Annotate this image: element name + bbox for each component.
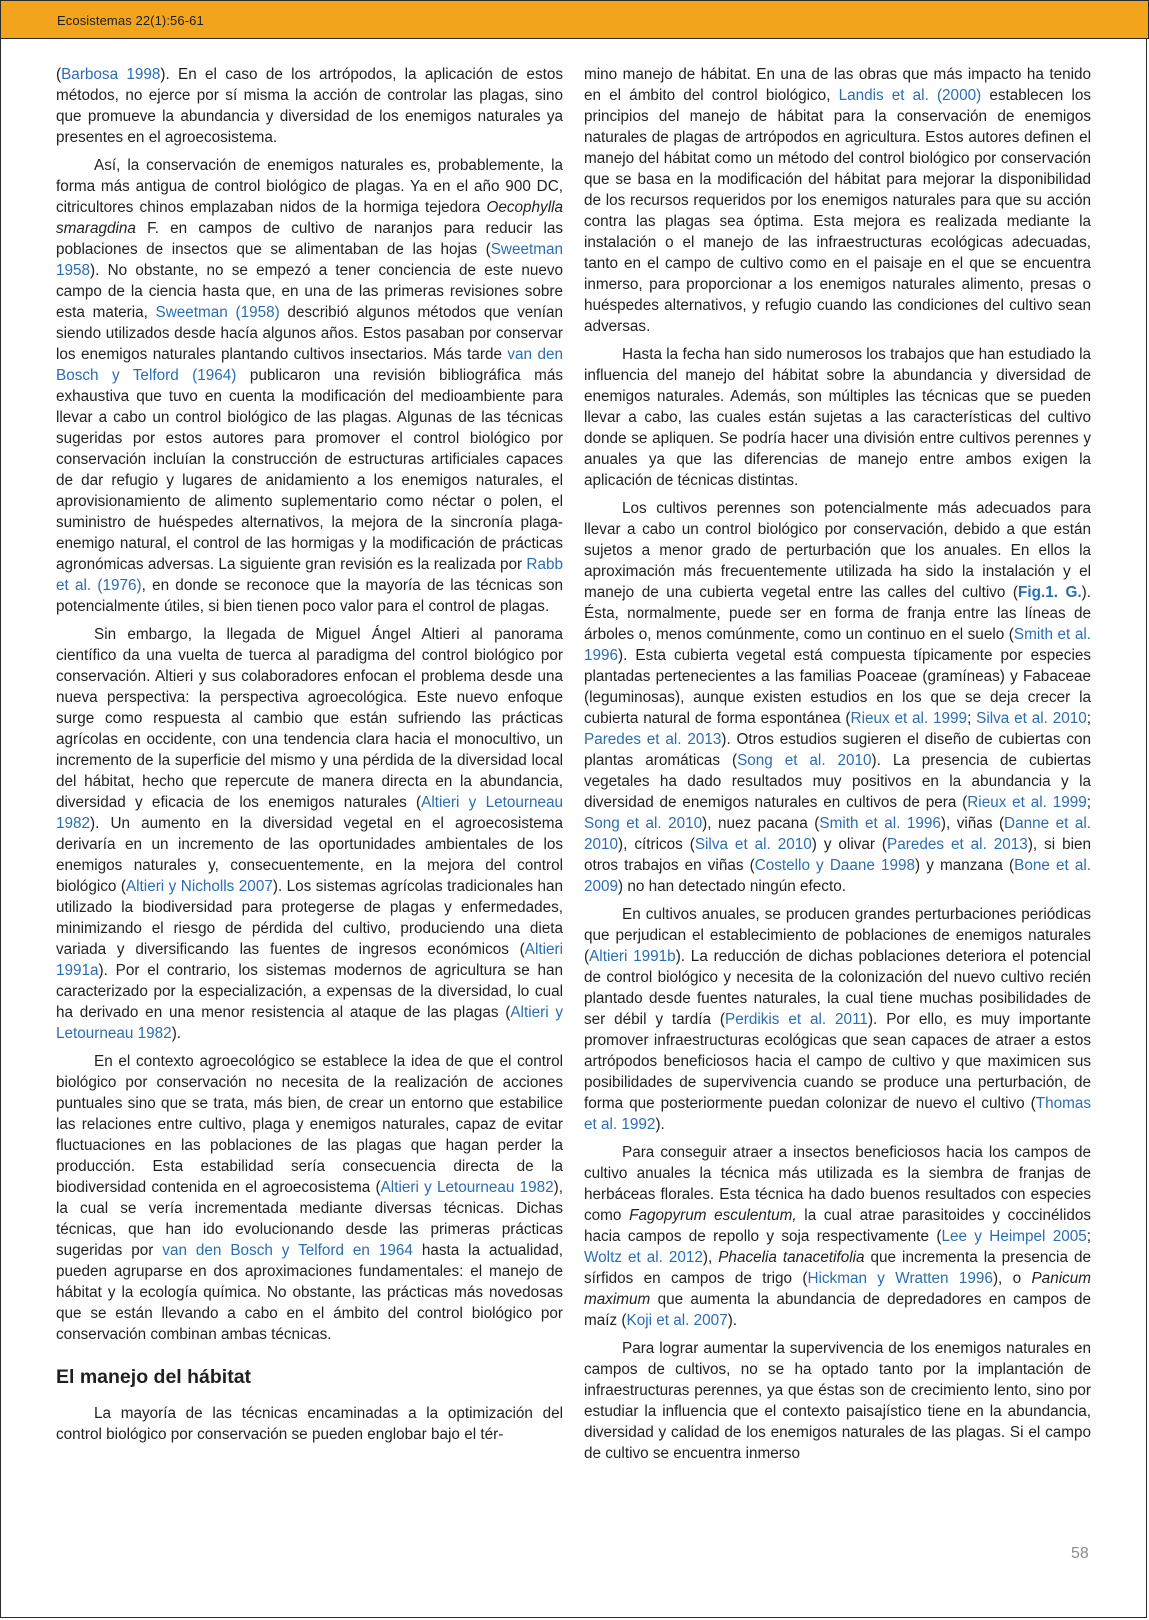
citation-link[interactable]: Costello y Daane 1998 <box>754 857 916 874</box>
paragraph: En el contexto agroecológico se establece la idea de que el control biológico por conservación no necesita de la realización de acciones puntuales sino que se trata, más bien, de crear un entorno que estabilice las relaciones entre cultivo, plaga y enemigos naturales, capaz de evitar fluctuaciones en las poblaciones de las plagas que hagan perder la producción. Esta estabilidad sería consecuencia directa de la biodiversidad contenida en el agroecosistema (Altieri y Letourneau 1982), la cual se vería incrementada mediante diversas técnicas. Dichas técnicas, que han ido evolucionando desde las primeras prácticas sugeridas por van den Bosch y Telford en 1964 hasta la actualidad, pueden agruparse en dos aproximaciones fundamentales: el manejo de hábitat y la ecología química. No obstante, las prácticas más novedosas que se están llevando a cabo en el ámbito del control biológico por conservación combinan ambas técnicas. <box>56 1053 564 1343</box>
citation-link[interactable]: Altieri 1991a <box>56 941 563 979</box>
citation-link[interactable]: Perdikis et al. 2011 <box>725 1011 868 1028</box>
journal-citation: Ecosistemas 22(1):56-61 <box>57 13 204 28</box>
citation-link[interactable]: Sweetman (1958) <box>155 304 280 321</box>
citation-link[interactable]: Altieri 1991b <box>589 948 676 965</box>
citation-link[interactable]: van den Bosch y Telford en 1964 <box>162 1242 413 1259</box>
citation-link[interactable]: Sweetman 1958 <box>56 241 563 279</box>
citation-link[interactable]: Silva et al. 2010 <box>976 710 1087 727</box>
citation-link[interactable]: Rieux et al. 1999 <box>850 710 968 727</box>
citation-link[interactable]: Landis et al. (2000) <box>838 87 982 104</box>
paragraph: mino manejo de hábitat. En una de las obras que más impacto ha tenido en el ámbito del control biológico, Landis et al. (2000) establecen los principios del manejo de hábitat para la conservación de enemigos naturales de plagas de artrópodos en agricultura. Estos autores definen el manejo del hábitat como un método del control biológico por conservación que se basa en la modificación del hábitat para mejorar la disponibilidad de los recursos requeridos por los enemigos naturales para que su acción contra las plagas sea óptima. Esta mejora es realizada mediante la instalación o el manejo de las infraestructuras ecológicas adecuadas, tanto en el campo de cultivo como en el paisaje en el que se encuentra inmerso, para proporcionar a los enemigos naturales alimento, presas o huéspedes alternativos, y refugio cuando las condiciones del cultivo sean adversas. <box>584 66 1091 335</box>
citation-link[interactable]: Song et al. 2010 <box>737 752 872 769</box>
species-name: Oecophylla smaragdina <box>56 199 563 237</box>
species-name: Phacelia tanacetifolia <box>718 1249 865 1266</box>
figure-reference[interactable]: Fig.1. G. <box>1018 584 1082 601</box>
paragraph: Sin embargo, la llegada de Miguel Ángel Altieri al panorama científico da una vuelta de tuerca al paradigma del control biológico por conservación. Altieri y sus colaboradores enfocan el problema desde una nueva perspectiva: la perspectiva agroecológica. Este nuevo enfoque surge como respuesta al cambio que están sufriendo las prácticas agrícolas en occidente, con una tendencia clara hacia el monocultivo, un incremento de la superficie del mismo y una pérdida de la diversidad local del hábitat, hecho que repercute de manera directa en la abundancia, diversidad y eficacia de los enemigos naturales (Altieri y Letourneau 1982). Un aumento en la diversidad vegetal en el agroecosistema derivaría en un incremento de las oportunidades ambientales de los enemigos naturales y, consecuentemente, en la mejora del control biológico (Altieri y Nicholls 2007). Los sistemas agrícolas tradicionales han utilizado la biodiversidad para protegerse de plagas y enfermedades, minimizando el riesgo de pérdida del cultivo, produciendo una dieta variada y diversificando las fuentes de ingresos económicos (Altieri 1991a). Por el contrario, los sistemas modernos de agricultura se han caracterizado por la especialización, a expensas de la diversidad, lo cual ha derivado en una menor resistencia al ataque de las plagas (Altieri y Letourneau 1982). <box>56 626 563 1042</box>
citation-link[interactable]: Danne et al. 2010 <box>584 815 1092 853</box>
paragraph: En cultivos anuales, se producen grandes perturbaciones periódicas que perjudican el establecimiento de poblaciones de enemigos naturales (Altieri 1991b). La reducción de dichas poblaciones deteriora el potencial de control biológico y necesita de la colonización del nuevo cultivo recién plantado desde fuentes naturales, la cual tiene muchas posibilidades de ser débil y tardía (Perdikis et al. 2011). Por ello, es muy importante promover infraestructuras ecológicas que sean capaces de atraer a estos artrópodos beneficiosos hacia el campo de cultivo y que maximicen sus posibilidades de supervivencia cuando se produce una perturbación, de forma que posteriormente puedan colonizar de nuevo el cultivo (Thomas et al. 1992). <box>584 906 1091 1133</box>
right-column <box>584 64 1091 1471</box>
citation-link[interactable]: Altieri y Nicholls 2007 <box>125 878 273 895</box>
species-name: Panicum maximum <box>584 1270 1091 1308</box>
citation-link[interactable]: Woltz et al. 2012 <box>584 1249 703 1266</box>
citation-link[interactable]: Lee y Heimpel 2005 <box>941 1228 1087 1245</box>
paragraph: Así, la conservación de enemigos naturales es, probablemente, la forma más antigua de control biológico de plagas. Ya en el año 900 DC, citricultores chinos emplazaban nidos de la hormiga tejedora Oecophylla smaragdina F. en campos de cultivo de naranjos para reducir las poblaciones de insectos que se alimentaban de las hojas (Sweetman 1958). No obstante, no se empezó a tener conciencia de este nuevo campo de la ciencia hasta que, en una de las primeras revisiones sobre esta materia, Sweetman (1958) describió algunos métodos que venían siendo utilizados desde hacía algunos años. Estos pasaban por conservar los enemigos naturales plantando cultivos insectarios. Más tarde van den Bosch y Telford (1964) publicaron una revisión bibliográfica más exhaustiva que tuvo en cuenta la modificación del medioambiente para llevar a cabo un control biológico de las plagas. Algunas de las técnicas sugeridas por estos autores para promover el control biológico por conservación incluían la construcción de estructuras artificiales capaces de dar refugio y lugares de anidamiento a los enemigos naturales, el aprovisionamiento de alimento suplementario como néctar o polen, el suministro de huéspedes alternativos, la mejora de la sincronía plaga-enemigo natural, el control de las hormigas y la modificación de prácticas agronómicas adversas. La siguiente gran revisión es la realizada por Rabb et al. (1976), en donde se reconoce que la mayoría de las técnicas son potencialmente útiles, si bien tienen poco valor para el control de plagas. <box>56 157 564 615</box>
citation-link[interactable]: Rabb et al. (1976) <box>56 556 563 594</box>
citation-link[interactable]: Altieri y Letourneau 1982 <box>56 1004 563 1042</box>
citation-link[interactable]: Thomas et al. 1992 <box>584 1095 1091 1133</box>
journal-header-bar <box>0 0 1149 39</box>
citation-link[interactable]: Barbosa 1998 <box>61 66 161 83</box>
paragraph: La mayoría de las técnicas encaminadas a la optimización del control biológico por conservación se pueden englobar bajo el tér- <box>56 1405 563 1443</box>
citation-link[interactable]: Smith et al. 1996 <box>819 815 941 832</box>
left-column <box>56 64 563 1452</box>
citation-link[interactable]: Song et al. 2010 <box>584 815 703 832</box>
citation-link[interactable]: Bone et al. 2009 <box>584 857 1091 895</box>
section-heading: El manejo del hábitat <box>56 1366 252 1388</box>
paragraph: (Barbosa 1998). En el caso de los artrópodos, la aplicación de estos métodos, no ejerce por sí misma la acción de controlar las plagas, sino que promueve la abundancia y diversidad de los enemigos naturales ya presentes en el agroecosistema. <box>56 66 563 146</box>
species-name: Fagopyrum esculentum, <box>629 1207 797 1224</box>
citation-link[interactable]: Koji et al. 2007 <box>626 1312 728 1329</box>
citation-link[interactable]: Rieux et al. 1999 <box>967 794 1087 811</box>
citation-link[interactable]: Altieri y Letourneau 1982 <box>380 1179 554 1196</box>
citation-link[interactable]: Hickman y Wratten 1996 <box>807 1270 993 1287</box>
citation-link[interactable]: van den Bosch y Telford (1964) <box>56 346 563 384</box>
page-number: 58 <box>1071 1545 1089 1562</box>
citation-link[interactable]: Paredes et al. 2013 <box>584 731 722 748</box>
citation-link[interactable]: Paredes et al. 2013 <box>887 836 1028 853</box>
paragraph: Para conseguir atraer a insectos beneficiosos hacia los campos de cultivo anuales la técnica más utilizada es la siembra de franjas de herbáceas florales. Esta técnica ha dado buenos resultados con especies como Fagopyrum esculentum, la cual atrae parasitoides y coccinélidos hacia campos de repollo y soja respectivamente (Lee y Heimpel 2005; Woltz et al. 2012), Phacelia tanacetifolia que incrementa la presencia de sírfidos en campos de trigo (Hickman y Wratten 1996), o Panicum maximum que aumenta la abundancia de depredadores en campos de maíz (Koji et al. 2007). <box>584 1144 1092 1329</box>
citation-link[interactable]: Smith et al. 1996 <box>584 626 1092 664</box>
paragraph: Para lograr aumentar la supervivencia de los enemigos naturales en campos de cultivos, no se ha optado tanto por la implantación de infraestructuras perennes, ya que éstas son de crecimiento lento, sino por estudiar la influencia que el contexto paisajístico tiene en la abundancia, diversidad y calidad de los enemigos naturales de las plagas. Si el campo de cultivo se encuentra inmerso <box>584 1340 1091 1462</box>
citation-link[interactable]: Altieri y Letourneau 1982 <box>56 794 563 832</box>
citation-link[interactable]: Silva et al. 2010 <box>694 836 812 853</box>
paragraph: Hasta la fecha han sido numerosos los trabajos que han estudiado la influencia del manejo del hábitat sobre la abundancia y diversidad de enemigos naturales. Además, son múltiples las técnicas que se pueden llevar a cabo, las cuales están sujetas a las características del cultivo donde se apliquen. Se podría hacer una división entre cultivos perennes y anuales ya que las diferencias de manejo entre ambos exigen la aplicación de técnicas distintas. <box>584 346 1091 489</box>
paragraph: Los cultivos perennes son potencialmente más adecuados para llevar a cabo un control biológico por conservación, debido a que están sujetos a menor grado de perturbación que los anuales. En ellos la aproximación más frecuentemente utilizada ha sido la instalación y el manejo de una cubierta vegetal entre las calles del cultivo (Fig.1. G.). Ésta, normalmente, puede ser en forma de franja entre las líneas de árboles o, menos comúnmente, como un continuo en el suelo (Smith et al. 1996). Esta cubierta vegetal está compuesta típicamente por especies plantadas pertenecientes a las familias Poaceae (gramíneas) y Fabaceae (leguminosas), aunque existen estudios en los que se deja crecer la cubierta natural de forma espontánea (Rieux et al. 1999; Silva et al. 2010; Paredes et al. 2013). Otros estudios sugieren el diseño de cubiertas con plantas aromáticas (Song et al. 2010). La presencia de cubiertas vegetales ha dado resultados muy positivos en la abundancia y la diversidad de enemigos naturales en cultivos de pera (Rieux et al. 1999; Song et al. 2010), nuez pacana (Smith et al. 1996), viñas (Danne et al. 2010), cítricos (Silva et al. 2010) y olivar (Paredes et al. 2013), si bien otros trabajos en viñas (Costello y Daane 1998) y manzana (Bone et al. 2009) no han detectado ningún efecto. <box>584 500 1092 895</box>
